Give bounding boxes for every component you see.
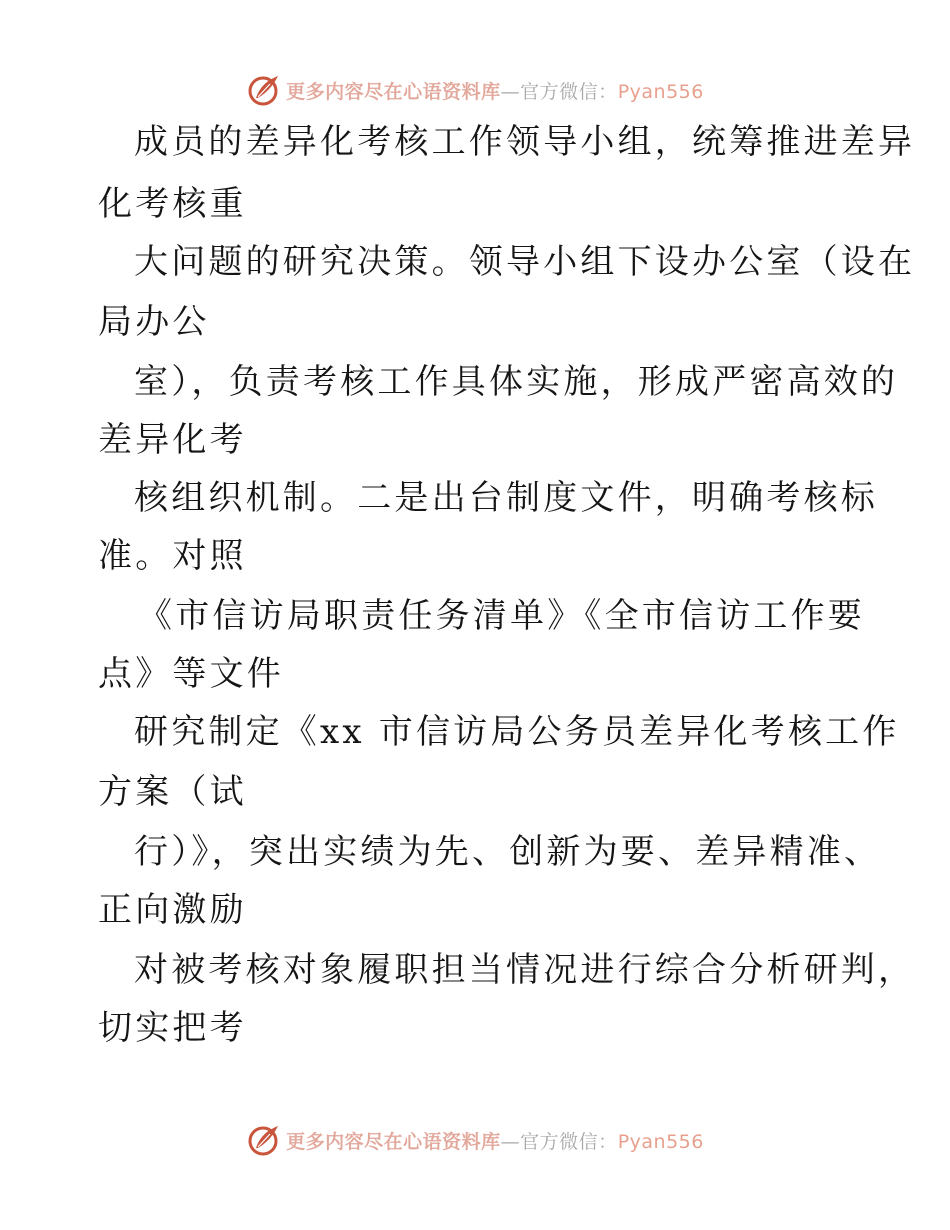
paragraph-6-line: 研究制定《xx 市信访局公务员差异化考核工作 [134, 712, 900, 752]
paragraph-2-wrap: 局办公 [98, 302, 210, 342]
paragraph-4-line: 核组织机制。二是出台制度文件，明确考核标 [134, 478, 878, 518]
watermark-label: 官方微信： [520, 1130, 618, 1153]
paragraph-3-wrap: 差异化考 [98, 420, 247, 460]
watermark-text [286, 77, 704, 104]
footer-watermark [0, 1120, 950, 1160]
watermark-wechat-id: Pyan556 [617, 1130, 704, 1153]
paragraph-8-wrap: 切实把考 [98, 1008, 247, 1048]
paragraph-5-wrap: 点》等文件 [98, 654, 284, 694]
paragraph-8-line: 对被考核对象履职担当情况进行综合分析研判， [134, 950, 916, 990]
leaf-pen-icon [246, 72, 282, 108]
paragraph-1-wrap: 化考核重 [98, 184, 247, 224]
paragraph-5-line: 《市信访局职责任务清单》《全市信访工作要 [138, 596, 865, 636]
paragraph-7-wrap: 正向激励 [98, 890, 247, 930]
watermark-brand: 更多内容尽在心语资料库 [286, 80, 501, 103]
paragraph-3-line: 室），负责考核工作具体实施，形成严密高效的 [134, 362, 899, 402]
watermark-label: 官方微信： [520, 80, 618, 103]
watermark-wechat-id: Pyan556 [617, 80, 704, 103]
leaf-pen-icon [246, 1122, 282, 1158]
watermark-dash: — [500, 80, 521, 103]
paragraph-6-wrap: 方案（试 [98, 772, 247, 812]
paragraph-4-wrap: 准。对照 [98, 536, 247, 576]
paragraph-2-line: 大问题的研究决策。领导小组下设办公室（设在 [134, 242, 916, 282]
header-watermark [0, 70, 950, 110]
paragraph-1-line: 成员的差异化考核工作领导小组，统筹推进差异 [134, 122, 916, 162]
watermark-brand: 更多内容尽在心语资料库 [286, 1130, 501, 1153]
watermark-text [286, 1127, 704, 1154]
paragraph-7-line: 行）》，突出实绩为先、创新为要、差异精准、 [134, 832, 882, 872]
watermark-dash: — [500, 1130, 521, 1153]
